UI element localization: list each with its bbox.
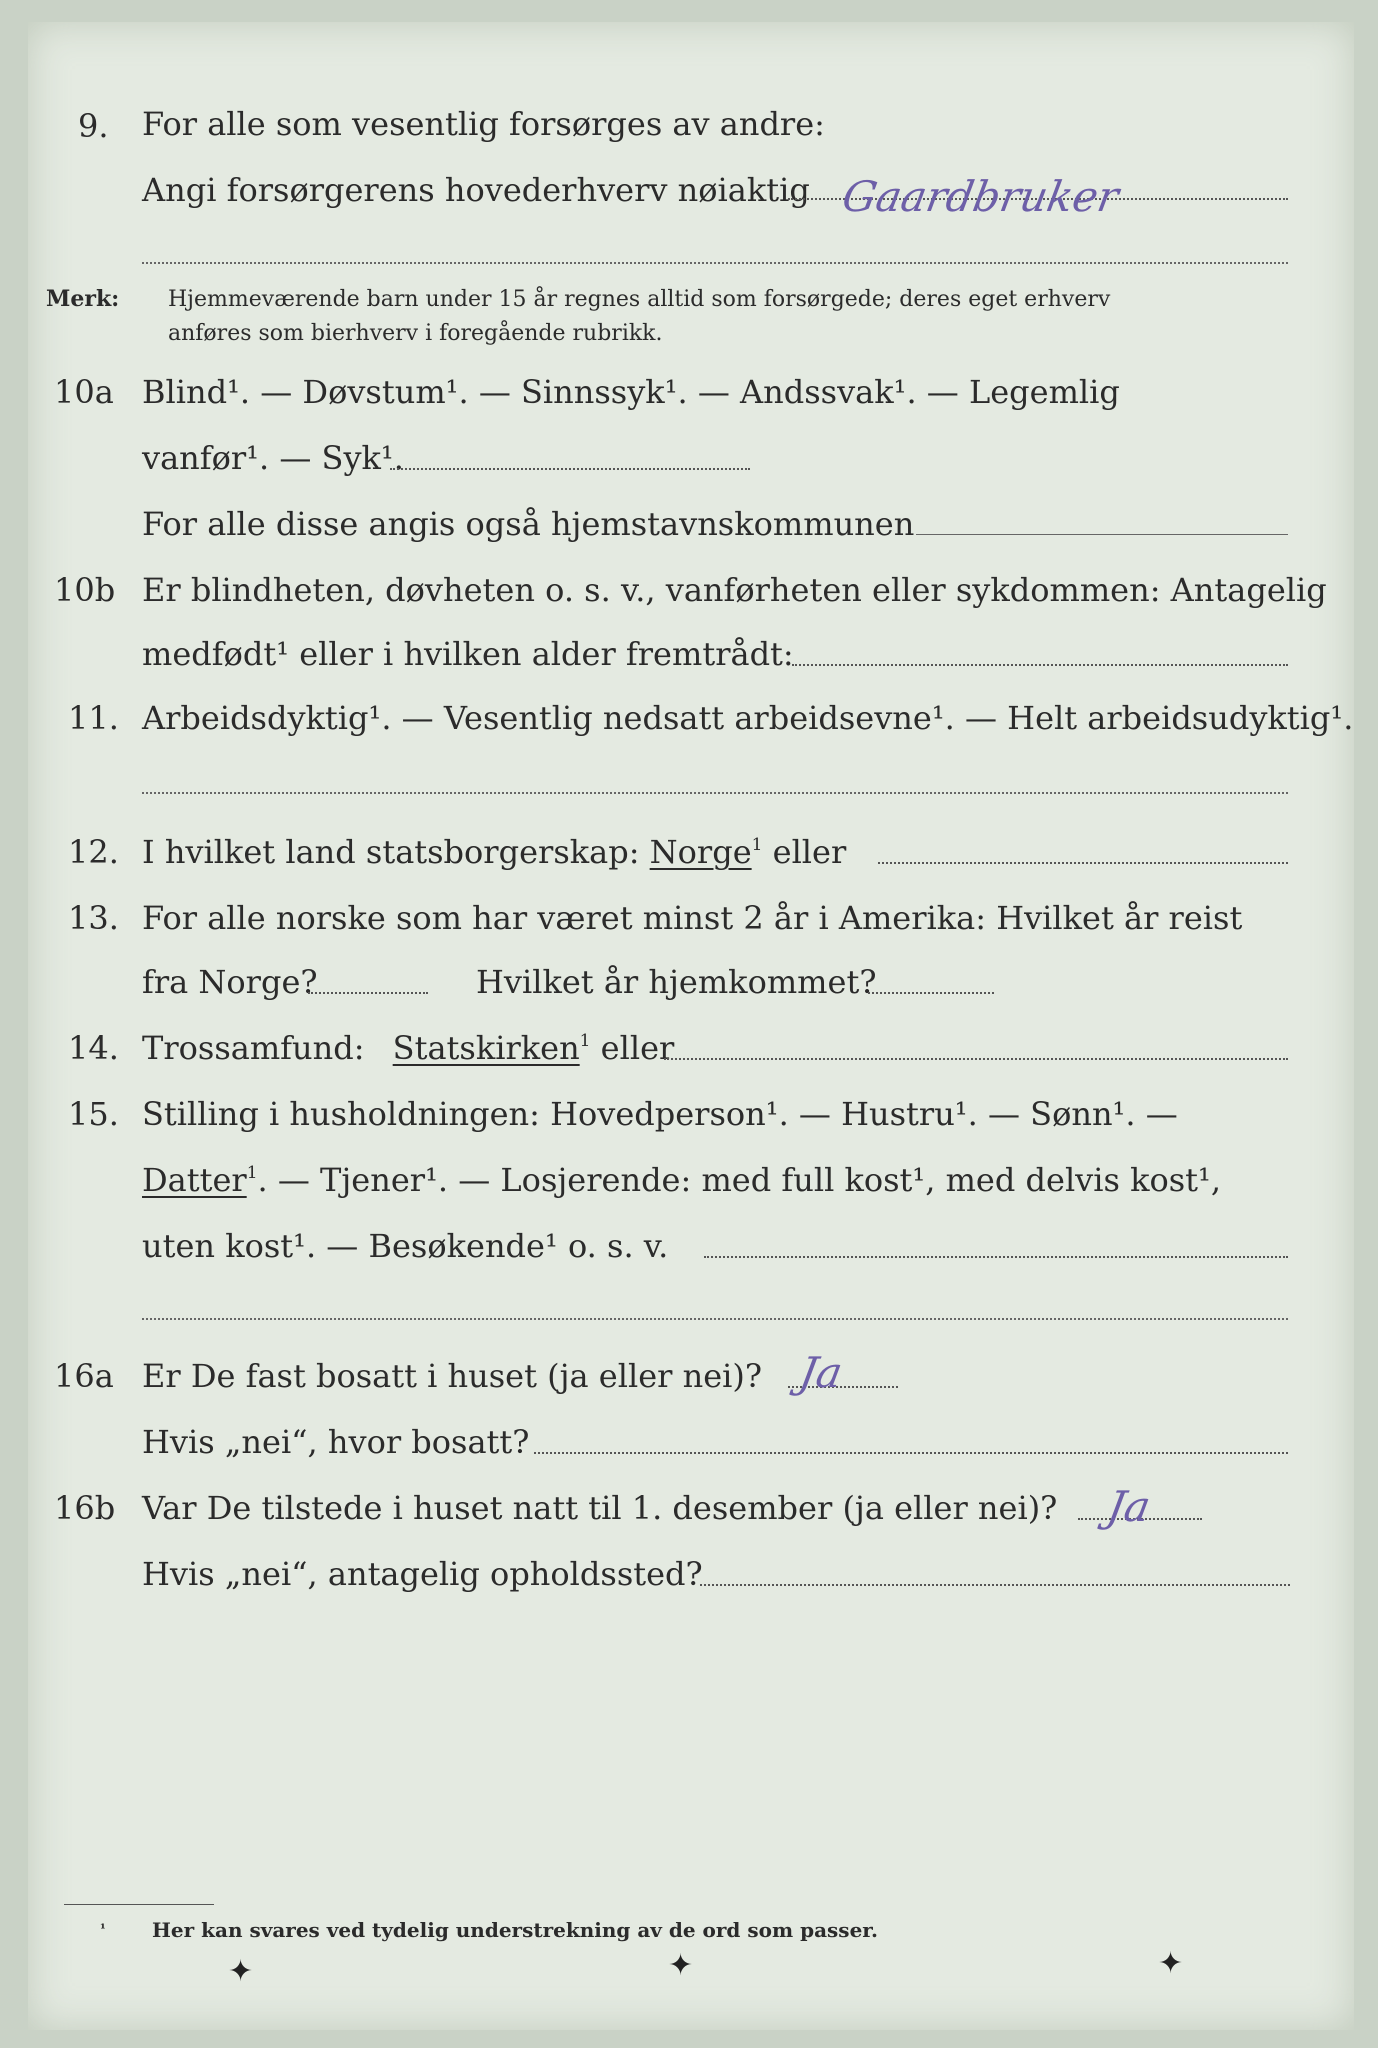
- q16b-opholdssted-line: [700, 1584, 1290, 1586]
- q15-line2: — Tjener¹. — Losjerende: med full kost¹, med delvis kost¹,: [277, 1161, 1222, 1199]
- q10b-answer-line: [792, 664, 1288, 666]
- q15-line1: Stilling i husholdningen: Hovedperson¹. — Hustru¹. — Sønn¹. —: [142, 1095, 1178, 1133]
- q14-option-statskirken: Statskirken: [392, 1029, 580, 1067]
- q15-answer-line: [704, 1256, 1288, 1258]
- q12-text: I hvilket land statsborgerskap: Norge$^1$ eller: [142, 833, 847, 871]
- q9-line2: Angi forsørgerens hovederhverv nøiaktig: [142, 171, 810, 209]
- merk-line1: Hjemmeværende barn under 15 år regnes alltid som forsørgede; deres eget erhverv: [168, 287, 1111, 312]
- q15-line2-wrap: Datter$^1$. — Tjener¹. — Losjerende: med full kost¹, med delvis kost¹,: [142, 1161, 1222, 1199]
- q10a-line2: vanfør¹. — Syk¹.: [142, 439, 404, 477]
- footnote-rule: [64, 1904, 214, 1905]
- q16a-answer-handwriting: Ja: [795, 1348, 847, 1397]
- q9-answer-handwriting: Gaardbruker: [838, 172, 1123, 221]
- q10a-hjemstavn-line: [916, 534, 1288, 535]
- q13-line1: For alle norske som har været minst 2 år i Amerika: Hvilket år reist: [142, 899, 1243, 937]
- q14-answer-line: [664, 1058, 1288, 1060]
- footnote-mark: ¹: [100, 1922, 106, 1937]
- q11-extra-line: [142, 792, 1288, 794]
- q15-option-datter: Datter: [142, 1161, 247, 1199]
- q14-text: Trossamfund: Statskirken$^1$ eller: [142, 1029, 675, 1067]
- q16a-line2: Hvis „nei“, hvor bosatt?: [142, 1423, 530, 1461]
- q16b-number: 16b: [54, 1489, 116, 1527]
- q14-pre: Trossamfund:: [142, 1029, 365, 1067]
- q10b-line2: medfødt¹ eller i hvilken alder fremtrådt:: [142, 635, 794, 673]
- q9-number: 9.: [78, 107, 109, 145]
- q14-post: eller: [600, 1029, 675, 1067]
- q10a-syk-line: [390, 468, 750, 470]
- q16b-line2: Hvis „nei“, antagelig opholdssted?: [142, 1555, 703, 1593]
- q10b-line1: Er blindheten, døvheten o. s. v., vanførheten eller sykdommen: Antagelig: [142, 571, 1327, 609]
- q16b-answer-handwriting: Ja: [1103, 1482, 1155, 1531]
- footnote-text: Her kan svares ved tydelig understrekning av de ord som passer.: [152, 1918, 878, 1942]
- q12-post: eller: [772, 833, 847, 871]
- census-form-page: [28, 22, 1354, 2030]
- ink-mark-icon: ✦: [1158, 1946, 1184, 1981]
- q15-number: 15.: [68, 1095, 119, 1133]
- q11-line1: Arbeidsdyktig¹. — Vesentlig nedsatt arbeidsevne¹. — Helt arbeidsudyktig¹.: [142, 699, 1354, 737]
- merk-label: Merk:: [46, 286, 120, 312]
- q16a-number: 16a: [54, 1357, 114, 1395]
- q13-line2a: fra Norge?: [142, 963, 318, 1001]
- q13-hjemkommet-line: [868, 992, 994, 994]
- ink-mark-icon: ✦: [228, 1954, 254, 1989]
- q12-answer-line: [878, 862, 1288, 864]
- merk-line2: anføres som bierhverv i foregående rubrikk.: [168, 321, 663, 346]
- q15-line3: uten kost¹. — Besøkende¹ o. s. v.: [142, 1227, 669, 1265]
- q13-reist-line: [308, 992, 428, 994]
- q10a-number: 10a: [54, 373, 114, 411]
- q16b-line1: Var De tilstede i huset natt til 1. desember (ja eller nei)?: [142, 1489, 1058, 1527]
- q13-line2b: Hvilket år hjemkommet?: [476, 963, 877, 1001]
- q10a-line3: For alle disse angis også hjemstavnskommunen: [142, 505, 915, 543]
- q10a-line1: Blind¹. — Døvstum¹. — Sinnssyk¹. — Andssvak¹. — Legemlig: [142, 373, 1120, 411]
- q16a-bosatt-line: [534, 1452, 1288, 1454]
- q13-number: 13.: [68, 899, 119, 937]
- q12-pre: I hvilket land statsborgerskap:: [142, 833, 640, 871]
- q16a-line1: Er De fast bosatt i huset (ja eller nei)?: [142, 1357, 763, 1395]
- q14-number: 14.: [68, 1029, 119, 1067]
- q12-number: 12.: [68, 833, 119, 871]
- q9-line1: For alle som vesentlig forsørges av andre:: [142, 105, 825, 143]
- q10b-number: 10b: [54, 571, 116, 609]
- q12-option-norge: Norge: [649, 833, 752, 871]
- q11-number: 11.: [68, 699, 119, 737]
- q15-extra-line: [142, 1318, 1288, 1320]
- q9-extra-line: [142, 262, 1288, 264]
- ink-mark-icon: ✦: [668, 1948, 694, 1983]
